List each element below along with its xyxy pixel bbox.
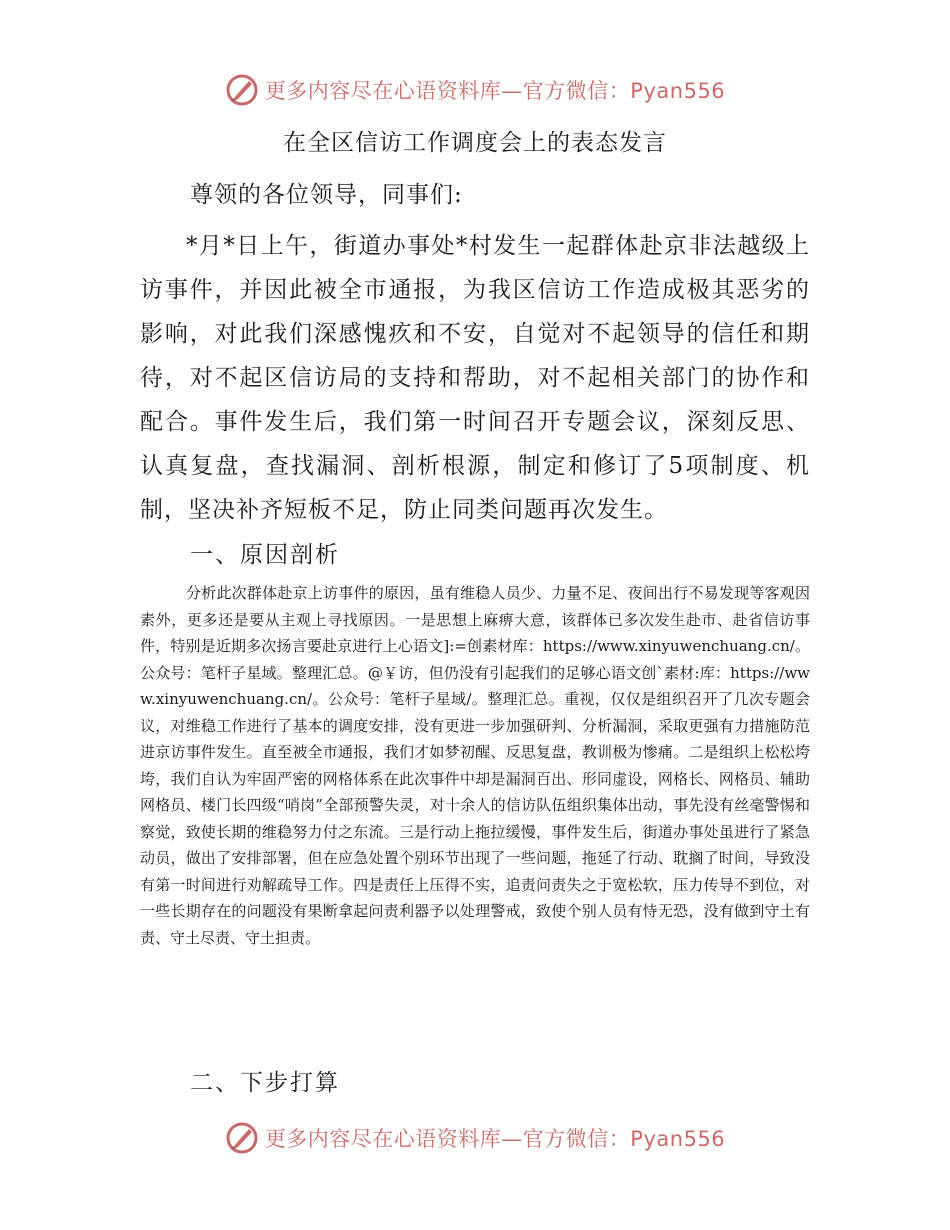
salutation: 尊领的各位领导，同事们:: [190, 182, 463, 208]
document-title: 在全区信访工作调度会上的表态发言: [283, 130, 667, 156]
heading-next-steps: 二、下步打算: [190, 1070, 340, 1096]
watermark-text: 更多内容尽在心语资料库—官方微信：Pyan556: [264, 79, 726, 103]
heading-cause-analysis: 一、原因剖析: [190, 542, 340, 568]
paragraph-cause-analysis: 分析此次群体赴京上访事件的原因，虽有维稳人员少、力量不足、夜间出行不易发现等客观因素外，更多还是要从主观上寻找原因。一是思想上麻痹大意，该群体已多次发生赴市、赴省信访事件，特别是近期多次扬言要赴京进行上心语文]:=创素材库：https://www.xinyuwenchuang.cn/。公众号：笔杆子星域。整理汇总。@￥访，但仍没有引起我们的足够心语文创`素材:库：https://www.xinyuwenchuang.cn/。公众号：笔杆子星域/。整理汇总。重视，仅仅是组织召开了几次专题会议，对维稳工作进行了基本的调度安排，没有更进一步加强研判、分析漏洞，采取更强有力措施防范进京访事件发生。直至被全市通报，我们才如梦初醒、反思复盘，教训极为惨痛。二是组织上松松垮垮，我们自认为牢固严密的网格体系在此次事件中却是漏洞百出、形同虚设，网格长、网格员、辅助网格员、楼门长四级“哨岗”全部预警失灵，对十余人的信访队伍组织集体出动，事先没有丝毫警惕和察觉，致使长期的维稳努力付之东流。三是行动上拖拉缓慢，事件发生后，街道办事处虽进行了紧急动员，做出了安排部署，但在应急处置个别环节出现了一些问题，拖延了行动、耽搁了时间，导致没有第一时间进行劝解疏导工作。四是责任上压得不实，追责问责失之于宽松软，压力传导不到位，对一些长期存在的问题没有果断拿起问责利器予以处理警戒，致使个别人员有恃无恐，没有做到守土有责、守土尽责、守土担责。: [140, 584, 810, 947]
paragraph-intro: *月*日上午，街道办事处*村发生一起群体赴京非法越级上访事件，并因此被全市通报，为我区信访工作造成极其恶劣的影响，对此我们深感愧疚和不安，自觉对不起领导的信任和期待，对不起区信访局的支持和帮助，对不起相关部门的协作和配合。事件发生后，我们第一时间召开专题会议，深刻反思、认真复盘，查找漏洞、剖析根源，制定和修订了5项制度、机制，坚决补齐短板不足，防止同类问题再次发生。: [140, 233, 810, 523]
quill-pen-icon: [225, 1121, 259, 1155]
quill-pen-icon: [225, 73, 259, 107]
footer-watermark: [0, 1118, 950, 1158]
watermark-text: 更多内容尽在心语资料库—官方微信：Pyan556: [264, 1127, 726, 1151]
header-watermark: [0, 70, 950, 110]
